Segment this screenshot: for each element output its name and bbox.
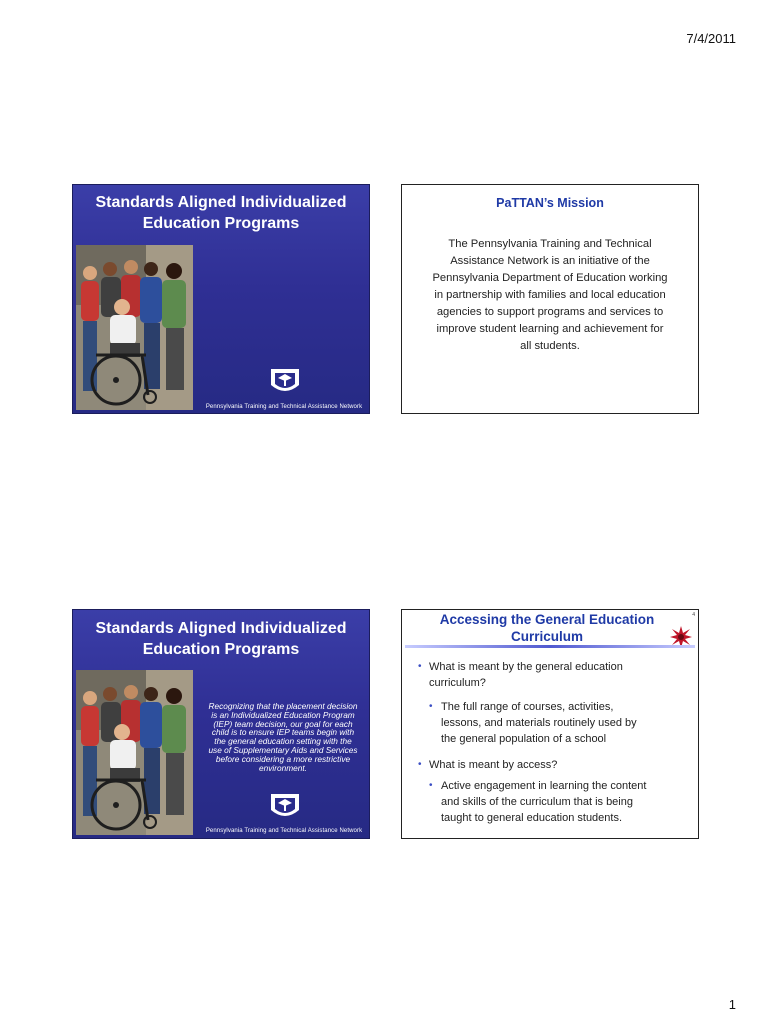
bullet-text: The full range of courses, activities, lessons, and materials routinely used by the general population of a school <box>441 701 637 745</box>
placement-caption: Recognizing that the placement decision is an Individualized Education Program (IEP) team decision, our goal for each child is to ensure IEP teams begin with the general education setting with the use of Supplementary Aids and Services before considering a more restrictive environment. <box>208 701 358 773</box>
students-photo <box>76 245 193 410</box>
title-underline <box>405 645 695 648</box>
bullet-icon: • <box>429 701 433 712</box>
page-date: 7/4/2011 <box>686 31 736 46</box>
pattan-seal-icon <box>269 792 301 820</box>
network-label: Pennsylvania Training and Technical Assistance Network <box>205 828 363 834</box>
bullet-icon: • <box>429 780 433 791</box>
bullet-item <box>418 757 658 773</box>
bullet-icon: • <box>418 661 422 672</box>
slide-1-title: Standards Aligned Individualized Education Programs <box>95 194 347 232</box>
sub-bullet-item <box>429 699 649 747</box>
mission-statement: The Pennsylvania Training and Technical Assistance Network is an initiative of the Pennsylvania Department of Education working in partnership with families and local education agencies to support programs and services to improve student learning and achievement for all students. <box>432 238 668 352</box>
slide-2-title: PaTTAN’s Mission <box>496 196 604 210</box>
slide-1 <box>72 184 370 414</box>
page-number: 1 <box>728 997 736 1012</box>
bullet-icon: • <box>418 759 422 770</box>
slide-4-title: Accessing the General Education Curriculum <box>439 612 655 644</box>
bullet-text: What is meant by access? <box>429 759 558 771</box>
slide-3 <box>72 609 370 839</box>
slide-3-title: Standards Aligned Individualized Education Programs <box>95 620 347 658</box>
bullet-text: What is meant by the general education curriculum? <box>429 661 623 689</box>
network-label: Pennsylvania Training and Technical Assistance Network <box>205 404 363 410</box>
pattan-seal-icon <box>269 367 301 395</box>
sub-bullet-item <box>429 778 659 826</box>
bullet-item <box>418 659 658 691</box>
slide-number: 4 <box>692 612 695 618</box>
slide-4 <box>401 609 699 839</box>
slide-2 <box>401 184 699 414</box>
students-photo <box>76 670 193 835</box>
bullet-text: Active engagement in learning the content and skills of the curriculum that is being taught to general education students. <box>441 780 647 824</box>
